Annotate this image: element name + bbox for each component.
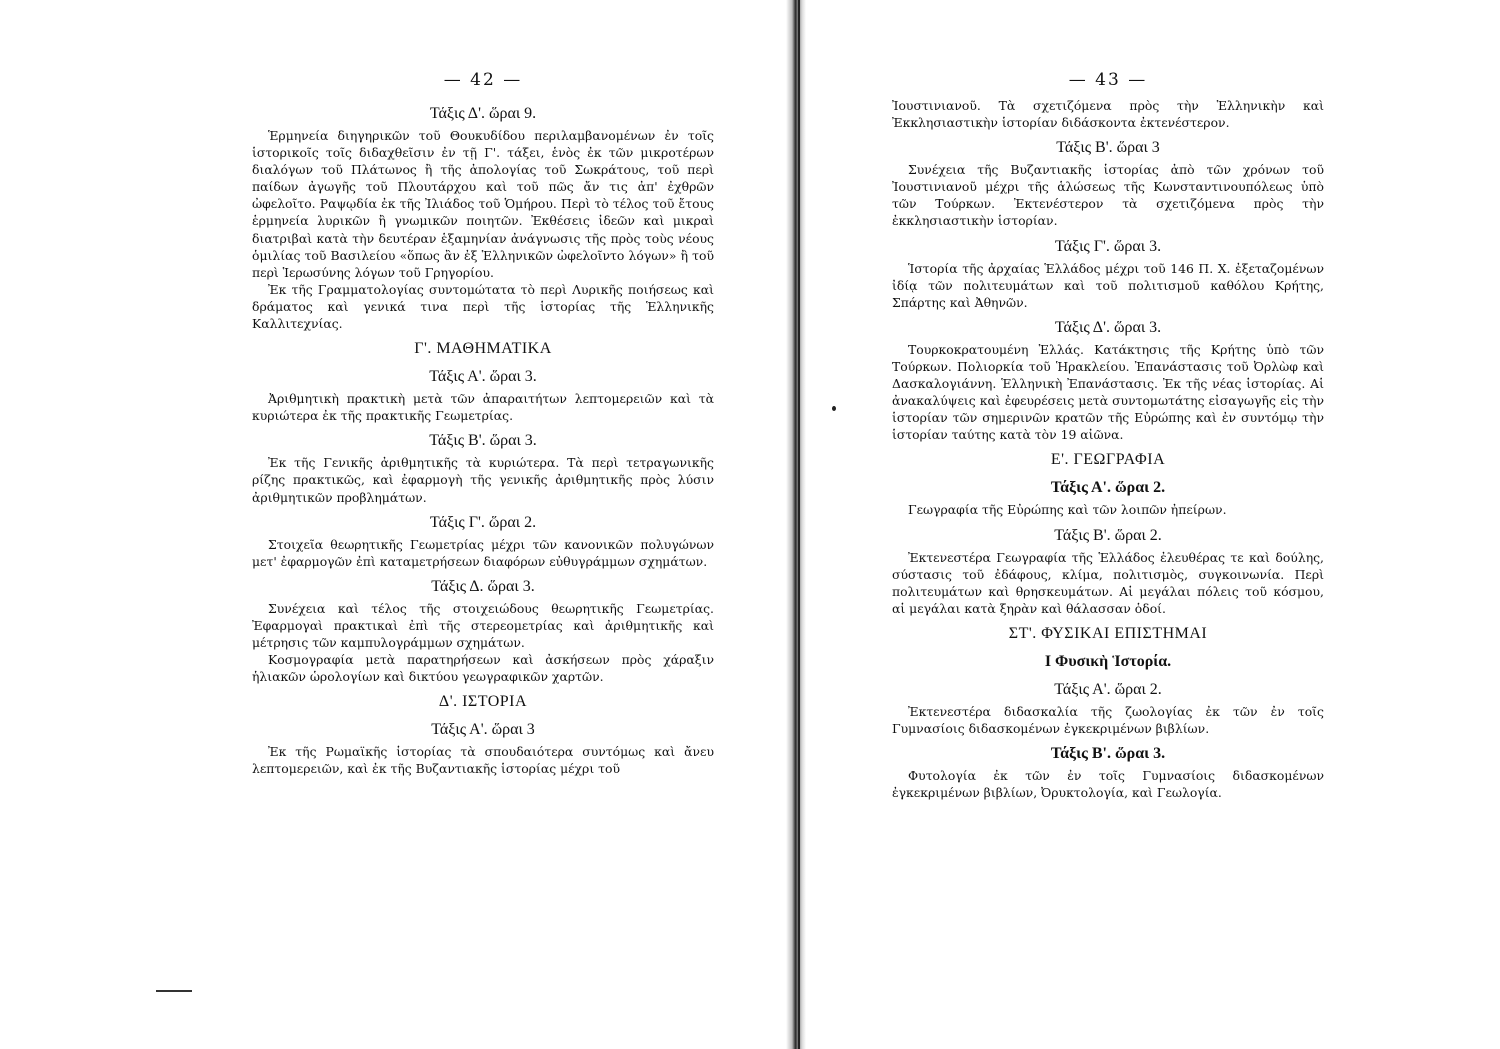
paragraph: Ἑρμηνεία διηγηρικῶν τοῦ Θουκυδίδου περιλαμβανομένων ἐν τοῖς ἱστορικοῖς τοῖς διδαχθεῖσιν ἐν τῇ Γ'. τάξει, ἑνὸς ἐκ τῶν μικροτέρων διαλόγων τοῦ Πλάτωνος ἢ τῆς ἀπολογίας τοῦ Σωκράτους, τοῦ περὶ παίδων ἀγωγῆς τοῦ Πλουτάρχου καὶ τοῦ πῶς ἄν τις ἀπ' ἐχθρῶν ὠφελοῖτο. Ραψῳδία ἐκ τῆς Ἰλιάδος τοῦ Ὁμήρου. Περὶ τὸ τέλος τοῦ ἔτους ἑρμηνεία λυρικῶν ἢ γνωμικῶν ποιητῶν. Ἐκθέσεις ἰδεῶν καὶ μικραὶ διατριβαὶ κατὰ τὴν δευτέραν ἑξαμηνίαν ἀνάγνωσις τῆς πρὸς τοὺς νέους ὁμιλίας τοῦ Βασιλείου «ὅπως ἂν ἐξ Ἑλληνικῶν ὠφελοῖντο λόγων» ἢ τοῦ περὶ Ἱερωσύνης λόγων τοῦ Γρηγορίου. [252,128,714,280]
page-number-left: — 42 — [443,70,523,90]
paragraph: Ἐκτενεστέρα Γεωγραφία τῆς Ἑλλάδος ἐλευθέρας τε καὶ δούλης, σύστασις τοῦ ἐδάφους, κλίμα, πολιτισμὸς, συγκοινωνία. Περὶ πολιτευμάτων καὶ θρησκευμάτων. Αἱ μεγάλαι πόλεις τοῦ κόσμου, αἱ μεγάλαι κατὰ ξηρὰν καὶ θάλασσαν ὁδοί. [892,549,1324,616]
class-hours-heading: Τάξις Α'. ὥραι 2. [1050,479,1166,497]
paragraph: Συνέχεια τῆς Βυζαντιακῆς ἱστορίας ἀπὸ τῶν χρόνων τοῦ Ἰουστινιανοῦ μέχρι τῆς ἁλώσεως τῆς Κωνσταντινουπόλεως ὑπὸ τῶν Τούρκων. Ἐκτενέστερον τὰ σχετιζόμενα πρὸς τὴν ἐκκλησιαστικὴν ἱστορίαν. [892,162,1324,229]
class-hours-heading: Τάξις Δ'. ὥραι 9. [429,105,537,122]
class-hours-heading: Τάξις Α'. ὥραι 3. [429,368,537,386]
section-heading: Ε'. ΓΕΩΓΡΑΦΙΑ [1050,451,1166,469]
class-hours-heading: Τάξις Β'. ὥραι 3 [1056,139,1160,157]
paragraph: Στοιχεῖα θεωρητικῆς Γεωμετρίας μέχρι τῶν κανονικῶν πολυγώνων μετ' ἐφαρμογῶν ἐπὶ καταμετρήσεων διαφόρων εὐθυγράμμων σχημάτων. [252,536,714,569]
paragraph: Ἐκ τῆς Γενικῆς ἀριθμητικῆς τὰ κυριώτερα. Τὰ περὶ τετραγωνικῆς ρίζης πρακτικῶς, καὶ ἐφαρμογὴ τῆς γενικῆς ἀριθμητικῆς πρὸς λύσιν ἀριθμητικῶν προβλημάτων. [252,455,714,505]
book-gutter-shadow [786,0,806,1049]
paragraph: Τουρκοκρατουμένη Ἑλλάς. Κατάκτησις τῆς Κρήτης ὑπὸ τῶν Τούρκων. Πολιορκία τοῦ Ἡρακλείου. Ἐπανάστασις τοῦ Ὀρλὼφ καὶ Δασκαλογιάννη. Ἑλληνικὴ Ἐπανάστασις. Ἐκ τῆς νέας ἱστορίας. Αἱ ἀνακαλύψεις καὶ ἐφευρέσεις μετὰ συντομωτάτης εἰσαγωγῆς εἰς τὴν ἱστορίαν τῶν σημερινῶν κρατῶν τῆς Εὐρώπης καὶ ἐν συντόμῳ τὴν ἱστορίαν ταύτης κατὰ τὸν 19 αἰῶνα. [892,341,1324,443]
paragraph: Γεωγραφία τῆς Εὐρώπης καὶ τῶν λοιπῶν ἠπείρων. [908,502,1227,518]
section-heading: Γ'. ΜΑΘΗΜΑΤΙΚΑ [414,340,552,358]
left-page-content [252,97,714,777]
book-spine-line [798,0,800,1049]
paragraph: Κοσμογραφία μετὰ παρατηρήσεων καὶ ἀσκήσεων πρὸς χάραξιν ἡλιακῶν ὡρολογίων καὶ δικτύου γεωγραφικῶν χαρτῶν. [252,652,714,685]
section-heading: Δ'. ΙΣΤΟΡΙΑ [438,693,528,711]
paragraph: Ἱστορία τῆς ἀρχαίας Ἑλλάδος μέχρι τοῦ 146 Π. Χ. ἐξεταζομένων ἰδίᾳ τῶν πολιτευμάτων καὶ τοῦ πολιτισμοῦ καθόλου Κρήτης, Σπάρτης καὶ Ἀθηνῶν. [892,260,1324,310]
class-hours-heading: Τάξις Δ'. ὥραι 3. [1054,318,1162,336]
page-number-right: — 43 — [1068,70,1148,90]
class-hours-heading: Τάξις Β'. ὥραι 3. [1050,745,1166,763]
class-hours-heading: Τάξις Β'. ὥραι 2. [1054,526,1162,544]
class-hours-heading: Τάξις Γ'. ὥραι 3. [1054,237,1162,255]
paragraph: Φυτολογία ἐκ τῶν ἐν τοῖς Γυμνασίοις διδασκομένων ἐγκεκριμένων βιβλίων, Ὀρυκτολογία, καὶ Γεωλογία. [892,768,1324,801]
class-hours-heading: Τάξις Β'. ὥραι 3. [429,432,537,450]
paragraph: Ἐκ τῆς Γραμματολογίας συντομώτατα τὸ περὶ Λυρικῆς ποιήσεως καὶ δράματος καὶ γενικά τινα περὶ τῆς ἱστορίας τῆς Ἑλληνικῆς Καλλιτεχνίας. [252,281,714,332]
left-page [252,0,714,1049]
paragraph: Ἰουστινιανοῦ. Τὰ σχετιζόμενα πρὸς τὴν Ἑλληνικὴν καὶ Ἐκκλησιαστικὴν ἱστορίαν διδάσκοντα ἐκτενέστερον. [892,98,1324,131]
ink-speck [832,406,836,411]
right-page-content [892,97,1324,801]
paragraph: Ἐκτενεστέρα διδασκαλία τῆς ζωολογίας ἐκ τῶν ἐν τοῖς Γυμνασίοις διδασκομένων ἐγκεκριμένων βιβλίων. [892,703,1324,736]
paragraph: Συνέχεια καὶ τέλος τῆς στοιχειώδους θεωρητικῆς Γεωμετρίας. Ἐφαρμογαὶ πρακτικαὶ ἐπὶ τῆς στερεομετρίας καὶ ἀριθμητικῆς καὶ μέτρησις τῶν καμπυλογράμμων σχημάτων. [252,600,714,650]
class-hours-heading: Ι Φυσικὴ Ἱστορία. [1044,652,1172,670]
paragraph: Ἐκ τῆς Ρωμαϊκῆς ἱστορίας τὰ σπουδαιότερα συντόμως καὶ ἄνευ λεπτομερειῶν, καὶ ἐκ τῆς Βυζαντιακῆς ἱστορίας μέχρι τοῦ [252,744,714,777]
class-hours-heading: Τάξις Α'. ὥραι 3 [431,721,535,739]
right-page [892,0,1324,1049]
paragraph: Ἀριθμητικὴ πρακτικὴ μετὰ τῶν ἀπαραιτήτων λεπτομερειῶν καὶ τὰ κυριώτερα ἐκ τῆς πρακτικῆς Γεωμετρίας. [252,391,714,424]
margin-mark [156,990,192,992]
section-heading: ΣΤ'. ΦΥΣΙΚΑΙ ΕΠΙΣΤΗΜΑΙ [1008,624,1208,642]
class-hours-heading: Τάξις Α'. ὥραι 2. [1054,680,1162,698]
class-hours-heading: Τάξις Γ'. ὥραι 2. [429,513,537,531]
class-hours-heading: Τάξις Δ. ὥραι 3. [431,577,535,595]
